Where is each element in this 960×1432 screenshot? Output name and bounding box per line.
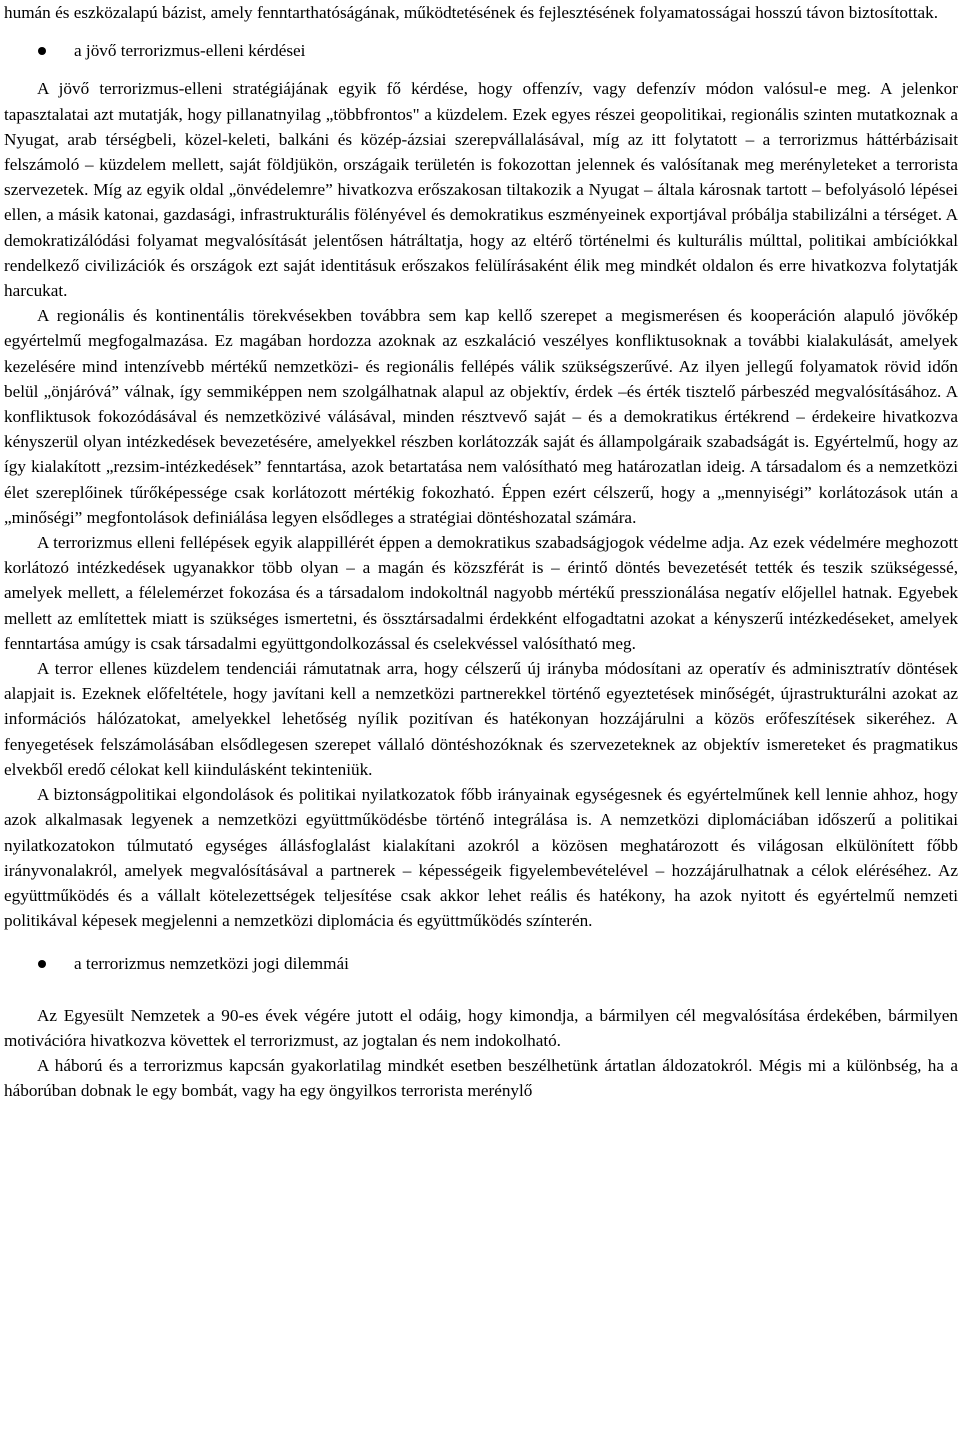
paragraph: A terrorizmus elleni fellépések egyik alappillérét éppen a demokratikus szabadságjogok védelme adja. Az ezek védelmére meghozott korlátozó intézkedések ugyanakkor több olyan – a magán és közszférát is – érintő döntés bevezetését tették és teszik szükségessé, amelyek mellett, a félelemérzet fokozása és a társadalom indokoltnál nagyobb mértékű presszionálása negatív előjellel hatnak. Egyebek mellett az említettek miatt is szükséges ismertetni, és össztársadalmi érdekként elfogadtatni azokat a kényszerű intézkedéseket, amelyek fenntartása amúgy is csak társadalmi együttgondolkozással és cselekvéssel valósítható meg. [4, 533, 958, 653]
paragraph: A regionális és kontinentális törekvésekben továbbra sem kap kellő szerepet a megismerésen és kooperáción alapuló jövőkép egyértelmű megfogalmazása. Ez magában hordozza azoknak az eszkaláció veszélyes konfliktusoknak a további kialakulását, amelyek kezelésére mind intenzívebb mértékű nemzetközi- és regionális fellépés válik szükségszerűvé. Az ilyen jellegű folyamatok rövid időn belül „önjáróvá” válnak, így semmiképpen nem szolgálhatnak alapul az objektív, érdek –és érték tisztelő párbeszéd megvalósításához. A konfliktusok fokozódásával és nemzetközivé válásával, minden résztvevő saját – és a demokratikus értékrend – érdekeire hivatkozva kényszerül olyan intézkedések bevezetésére, amelyekkel részben korlátozzák saját és állampolgáraik szabadságát is. Egyértelmű, hogy az így kialakított „rezsim-intézkedések” fenntartása, azok betartatása nem valósítható meg határozatlan ideig. A társadalom és a nemzetközi élet szereplőinek tűrőképessége csak korlátozott mértékig fokozható. Éppen ezért célszerű, hogy a „mennyiségi” korlátozások után a „minőségi” megfontolások definiálása legyen elsődleges a stratégiai döntéshozatal számára. [4, 306, 958, 527]
spacer [4, 933, 958, 951]
spacer [4, 25, 958, 38]
bullet-item-legal-dilemmas [4, 951, 958, 976]
bullet-dot-icon [38, 960, 46, 968]
paragraph: A biztonságpolitikai elgondolások és politikai nyilatkozatok főbb irányainak egységesnek és egyértelműnek kell lennie ahhoz, hogy azok alkalmasak legyenek a nemzetközi együttműködésbe történő integrálása is. A nemzetközi diplomáciában időszerű a politikai nyilatkozatokon túlmutató egységes állásfoglalást kialakítani azokról a közösen meghatározott és világosan elkülönített főbb irányvonalakról, amelyek megvalósításával a partnerek – képességeik figyelembevételével – hozzájárulhatnak a célok eléréséhez. Az együttműködés és a vállalt kötelezettségek teljesítése csak akkor lehet reális és hatékony, ha azok nyitott és egyértelmű nemzeti politikával képesek megjelenni a nemzetközi diplomácia és együttműködés színterén. [4, 785, 958, 931]
paragraph-continuation: humán és eszközalapú bázist, amely fenntarthatóságának, működtetésének és fejlesztésének folyamatosságai hosszú távon biztosítottak. [4, 3, 939, 22]
bullet-text: a terrorizmus nemzetközi jogi dilemmái [74, 954, 349, 974]
paragraph: A háború és a terrorizmus kapcsán gyakorlatilag mindkét esetben beszélhetünk ártatlan áldozatokról. Mégis mi a különbség, ha a háborúban dobnak le egy bombát, vagy ha egy öngyilkos terrorista merénylő [4, 1055, 958, 1101]
paragraph: A terror ellenes küzdelem tendenciái rámutatnak arra, hogy célszerű új irányba módosítani az operatív és adminisztratív döntések alapjait is. Ezeknek előfeltétele, hogy javítani kell a nemzetközi partnerekkel történő egyeztetések minőségét, újrastrukturálni azokat az információs hálózatokat, amelyekkel lehetőség nyílik pozitívan és hatékonyan hozzájárulni a közös erőfeszítések sikeréhez. A fenyegetések felszámolásában elsődlegesen szerepet vállaló döntéshozóknak és szervezeteknek az objektív ismereteket és pragmatikus elvekből eredő célokat kell kiindulásként tekinteniük. [4, 659, 958, 779]
spacer [4, 977, 958, 1003]
document-page [4, 0, 958, 1103]
paragraph: A jövő terrorizmus-elleni stratégiájának egyik fő kérdése, hogy offenzív, vagy defenzív módon valósul-e meg. A jelenkor tapasztalatai azt mutatják, hogy pillanatnyilag „többfrontos" a küzdelem. Ezek egyes részei geopolitikai, regionális szinten mutatkoznak a Nyugat, arab térségbeli, közel-keleti, balkáni és közép-ázsiai szerepvállalásával, míg az itt folytatott – a terrorizmus háttérbázisait felszámoló – küzdelem mellett, saját földjükön, országaik területén is fokozottan jelennek és valósítanak meg merényleteket a terrorista szervezetek. Míg az egyik oldal „önvédelemre” hivatkozva erőszakosan tiltakozik a Nyugat – általa károsnak tartott – befolyásoló lépései ellen, a másik katonai, gazdasági, infrastrukturális fölényével és demokratikus eszményeinek exportjával próbálja stabilizálni a térséget. A demokratizálódási folyamat megvalósítását jelentősen hátráltatja, hogy az eltérő történelmi és kulturális múlttal, politikai ambíciókkal rendelkező civilizációk és országok ezt saját identitásuk erőszakos felülírásaként élik meg mindkét oldalon és erre hivatkozva folytatják harcukat. [4, 79, 958, 301]
bullet-item-future-questions [4, 38, 958, 63]
bullet-text: a jövő terrorizmus-elleni kérdései [74, 41, 306, 61]
spacer [4, 63, 958, 76]
bullet-dot-icon [38, 47, 46, 55]
paragraph: Az Egyesült Nemzetek a 90-es évek végére jutott el odáig, hogy kimondja, a bármilyen cél megvalósítása érdekében, bármilyen motivációra hivatkozva követtek el terrorizmust, az jogtalan és nem indokolható. [4, 1005, 958, 1050]
